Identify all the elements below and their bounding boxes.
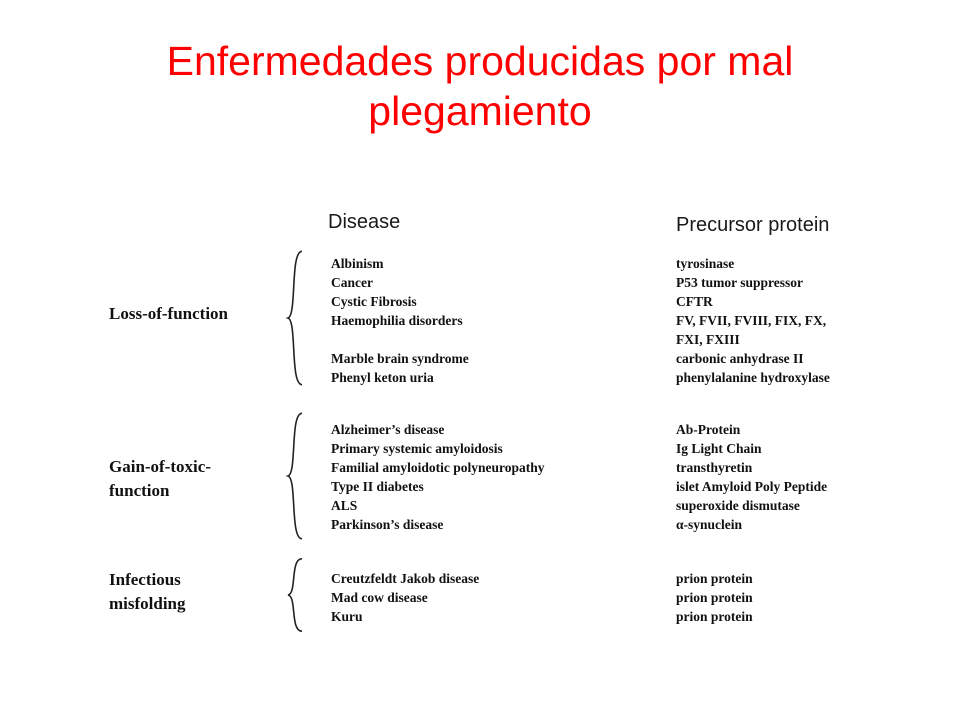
protein-list-infectious-misfolding: [676, 569, 753, 626]
disease-item: Parkinson’s disease: [331, 517, 444, 532]
protein-item: P53 tumor suppressor: [676, 275, 804, 290]
brace-loss-of-function: [286, 250, 304, 386]
disease-item: Mad cow disease: [331, 590, 428, 605]
disease-item: Phenyl keton uria: [331, 370, 434, 385]
protein-item: prion protein: [676, 609, 753, 624]
protein-item: superoxide dismutase: [676, 498, 800, 513]
protein-item: Ab-Protein: [676, 422, 741, 437]
disease-column-header: Disease: [328, 211, 401, 233]
protein-item: transthyretin: [676, 460, 753, 475]
disease-item: Type II diabetes: [331, 479, 424, 494]
disease-item: Primary systemic amyloidosis: [331, 441, 503, 456]
disease-item: Marble brain syndrome: [331, 351, 469, 366]
disease-item: Albinism: [331, 256, 384, 271]
brace-gain-of-toxic-function: [286, 412, 304, 540]
disease-item: Alzheimer’s disease: [331, 422, 445, 437]
disease-list-infectious-misfolding: [331, 569, 479, 626]
protein-item: FXI, FXIII: [676, 332, 740, 347]
disease-item: Familial amyloidotic polyneuropathy: [331, 460, 545, 475]
protein-item: islet Amyloid Poly Peptide: [676, 479, 828, 494]
disease-item: Cancer: [331, 275, 373, 290]
disease-item: Kuru: [331, 609, 363, 624]
disease-item: Cystic Fibrosis: [331, 294, 417, 309]
protein-item: FV, FVII, FVIII, FIX, FX,: [676, 313, 827, 328]
disease-item: ALS: [331, 498, 358, 513]
protein-item: α-synuclein: [676, 517, 743, 532]
precursor-column-header: Precursor protein: [676, 214, 830, 236]
protein-item: Ig Light Chain: [676, 441, 762, 456]
group-label-infectious-misfolding: [109, 568, 186, 616]
group-label-gain-of-toxic-function: [109, 455, 211, 503]
brace-infectious-misfolding: [286, 558, 304, 632]
disease-item: Haemophilia disorders: [331, 313, 463, 328]
group-label-line: Gain-of-toxic-: [109, 457, 211, 476]
group-label-line: misfolding: [109, 594, 186, 613]
protein-item: CFTR: [676, 294, 713, 309]
protein-item: prion protein: [676, 590, 753, 605]
group-label-line: Loss-of-function: [109, 304, 229, 323]
disease-list-loss-of-function: [331, 254, 469, 387]
group-label-loss-of-function: [109, 302, 228, 326]
disease-spacer: [331, 330, 469, 349]
protein-item: phenylalanine hydroxylase: [676, 370, 830, 385]
protein-item: carbonic anhydrase II: [676, 351, 804, 366]
protein-item: tyrosinase: [676, 256, 735, 271]
disease-list-gain-of-toxic-function: [331, 420, 545, 534]
protein-list-loss-of-function: [676, 254, 830, 387]
protein-item: prion protein: [676, 571, 753, 586]
group-label-line: Infectious: [109, 570, 181, 589]
slide-title: Enfermedades producidas por mal plegamiento: [166, 38, 794, 134]
disease-item: Creutzfeldt Jakob disease: [331, 571, 480, 586]
group-label-line: function: [109, 481, 170, 500]
protein-list-gain-of-toxic-function: [676, 420, 827, 534]
